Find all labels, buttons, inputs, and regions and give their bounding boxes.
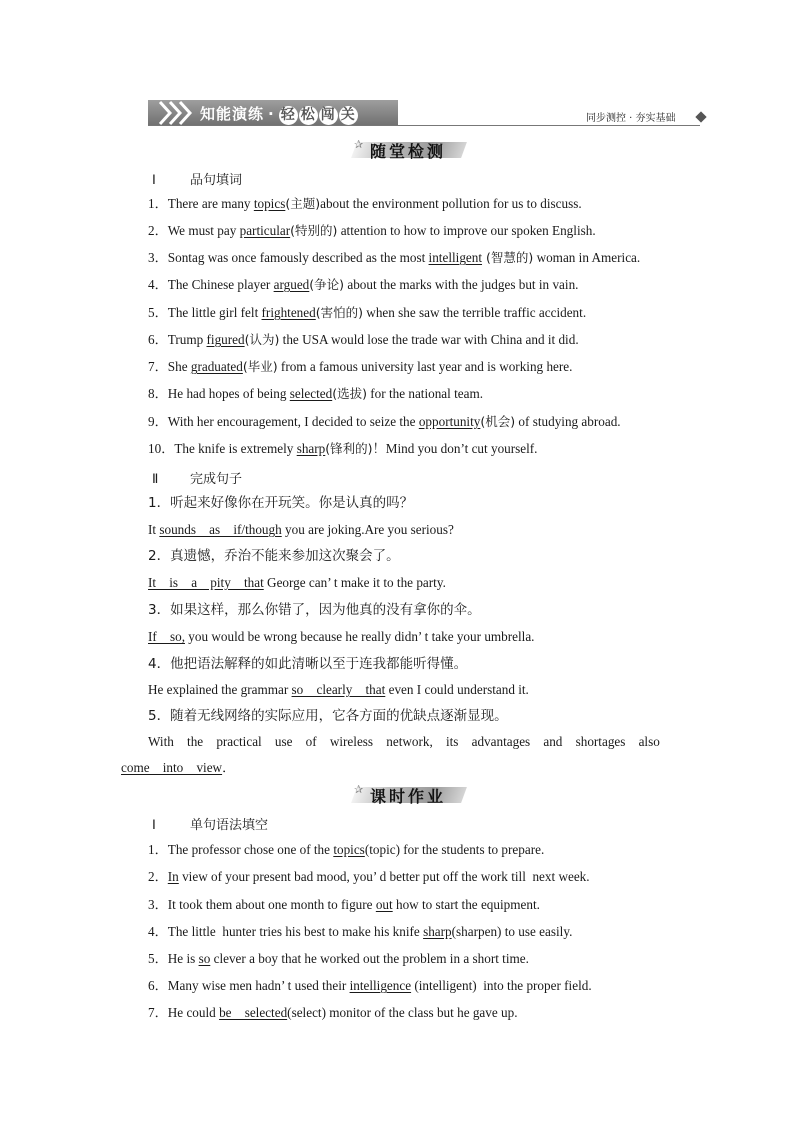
item-number: 1． — [148, 842, 168, 857]
chinese-hint: (智慧的) — [482, 250, 534, 265]
item-text: ！Mind you don’t cut yourself. — [372, 441, 538, 456]
answer-blank: sharp — [423, 924, 452, 939]
answer-blank: If so, — [148, 629, 185, 644]
chinese-hint: (毕业) — [242, 359, 278, 374]
answer-blank: topics — [333, 842, 365, 857]
item-text: He had hopes of being — [167, 386, 290, 401]
english-sentence-continued — [121, 759, 235, 777]
item-text: clever a boy that he worked out the problem in a short time. — [210, 951, 529, 966]
item-text: (sharpen) to use easily. — [451, 924, 573, 939]
grammar-item — [148, 868, 590, 886]
item-text: The knife is extremely — [174, 441, 297, 456]
chinese-sentence: 4．他把语法解释的如此清晰以至于连我都能听得懂。 — [148, 656, 468, 672]
chinese-hint: (机会) — [480, 414, 516, 429]
answer-blank: In — [167, 869, 179, 884]
banner-title: 知能演练 · 轻 松 闯 关 — [200, 105, 356, 123]
item-number: 6． — [148, 978, 168, 993]
section-tab-in-class-test — [354, 138, 464, 162]
item-text: The professor chose one of the — [167, 842, 334, 857]
item-number: 4． — [148, 277, 168, 292]
answer-blank: opportunity — [418, 414, 481, 429]
chinese-hint: (害怕的) — [315, 305, 363, 320]
item-text: The Chinese player — [167, 277, 274, 292]
chevron-arrows-icon — [154, 100, 194, 126]
answer-blank: graduated — [190, 359, 243, 374]
fill-in-item — [148, 249, 640, 267]
item-number: 9． — [148, 414, 168, 429]
english-sentence — [148, 628, 534, 646]
grammar-item — [148, 896, 540, 914]
grammar-item — [148, 977, 592, 995]
item-number: 5． — [148, 951, 168, 966]
answer-blank: argued — [273, 277, 310, 292]
item-text: He could — [167, 1005, 220, 1020]
chinese-hint: (锋利的) — [325, 441, 373, 456]
sentence-text: you would be wrong because he really didn’ t take your umbrella. — [185, 629, 535, 644]
fill-in-item — [148, 222, 596, 240]
item-text: Many wise men hadn’ t used their — [167, 978, 350, 993]
part-heading: Ⅱ 完成句子 — [152, 471, 243, 487]
header-subtitle: 同步测控 · 夯实基础 — [586, 113, 676, 124]
item-text: when she saw the terrible traffic accident. — [363, 305, 587, 320]
item-text: how to start the equipment. — [392, 897, 540, 912]
item-text: about the marks with the judges but in vain. — [344, 277, 579, 292]
section-title: 随堂检测 — [370, 142, 447, 161]
item-text: for the national team. — [366, 386, 484, 401]
sentence-text: It — [148, 522, 160, 537]
item-text: (topic) for the students to prepare. — [364, 842, 545, 857]
fill-in-item — [148, 195, 582, 213]
header-rule — [148, 125, 700, 126]
item-text: We must pay — [167, 223, 240, 238]
answer-blank: sharp — [296, 441, 326, 456]
item-number: 5． — [148, 305, 168, 320]
fill-in-item — [148, 304, 586, 322]
english-sentence — [148, 574, 446, 592]
answer-blank: so clearly that — [291, 682, 386, 697]
item-text: from a famous university last year and is working here. — [277, 359, 573, 374]
item-text: (intelligent) into the proper field. — [411, 978, 592, 993]
answer-blank: figured — [206, 332, 245, 347]
item-text: about the environment pollution for us to discuss. — [320, 196, 582, 211]
fill-in-item — [148, 413, 621, 431]
english-sentence — [148, 681, 529, 699]
item-number: 3． — [148, 250, 168, 265]
item-text: the USA would lose the trade war with China and it did. — [279, 332, 579, 347]
item-text: attention to how to improve our spoken English. — [337, 223, 596, 238]
answer-blank: so — [198, 951, 211, 966]
item-number: 7． — [148, 359, 168, 374]
english-sentence — [148, 521, 454, 539]
chinese-sentence: 2．真遗憾，乔治不能来参加这次聚会了。 — [148, 548, 400, 564]
answer-blank: selected — [289, 386, 333, 401]
answer-blank: It is a pity that — [148, 575, 264, 590]
item-text: woman in America. — [533, 250, 641, 265]
chinese-hint: (争论) — [309, 277, 345, 292]
sentence-text: He explained the grammar — [148, 682, 292, 697]
item-text: She — [167, 359, 191, 374]
item-number: 1． — [148, 196, 168, 211]
section-title: 课时作业 — [370, 787, 447, 806]
star-icon: ✰ — [354, 139, 364, 151]
answer-blank: frightened — [261, 305, 316, 320]
chinese-hint: (主题) — [285, 196, 321, 211]
star-icon: ✰ — [354, 784, 364, 796]
chinese-hint: (特别的) — [290, 223, 338, 238]
answer-blank: be selected — [219, 1005, 288, 1020]
chinese-hint: (选拔) — [332, 386, 367, 401]
item-number: 3． — [148, 897, 168, 912]
chinese-hint: (认为) — [244, 332, 280, 347]
fill-in-item — [148, 276, 578, 294]
item-text: The little hunter tries his best to make his knife — [167, 924, 424, 939]
part-heading: Ⅰ 品句填词 — [152, 172, 243, 188]
sentence-text: George can’ t make it to the party. — [263, 575, 446, 590]
answer-blank: come into view — [121, 760, 223, 775]
item-text: view of your present bad mood, you’ d better put off the work till next week. — [178, 869, 590, 884]
sentence-text: even I could understand it. — [385, 682, 529, 697]
diamond-icon — [695, 111, 706, 122]
answer-blank: out — [375, 897, 393, 912]
answer-blank: intelligence — [349, 978, 412, 993]
grammar-item — [148, 1004, 518, 1022]
chinese-sentence: 1．听起来好像你在开玩笑。你是认真的吗？ — [148, 495, 414, 511]
answer-blank: topics — [253, 196, 286, 211]
fill-in-item — [148, 331, 579, 349]
item-number: 2． — [148, 223, 168, 238]
part-heading: Ⅰ 单句语法填空 — [152, 817, 269, 833]
grammar-item — [148, 841, 544, 859]
item-text: The little girl felt — [167, 305, 262, 320]
english-sentence: With the practical use of wireless network, its advantages and shortages also — [148, 734, 660, 749]
chinese-sentence: 3．如果这样，那么你错了，因为他真的没有拿你的伞。 — [148, 602, 481, 618]
answer-blank: intelligent — [428, 250, 483, 265]
item-text: of studying abroad. — [515, 414, 621, 429]
fill-in-item — [148, 358, 572, 376]
sentence-text: ． — [222, 760, 236, 775]
item-number: 2． — [148, 869, 168, 884]
chinese-sentence: 5．随着无线网络的实际应用，它各方面的优缺点逐渐显现。 — [148, 708, 508, 724]
section-tab-homework — [354, 783, 464, 807]
item-number: 8． — [148, 386, 168, 401]
item-number: 4． — [148, 924, 168, 939]
item-text: There are many — [167, 196, 254, 211]
item-number: 7． — [148, 1005, 168, 1020]
chapter-banner — [148, 100, 398, 126]
item-text: It took them about one month to figure — [167, 897, 376, 912]
sentence-text: you are joking.Are you serious? — [281, 522, 454, 537]
fill-in-item — [148, 385, 483, 403]
item-number: 6． — [148, 332, 168, 347]
grammar-item — [148, 950, 529, 968]
item-text: Trump — [167, 332, 207, 347]
fill-in-item — [148, 440, 537, 458]
item-text: (select) monitor of the class but he gave up. — [287, 1005, 518, 1020]
answer-blank: sounds as if/though — [159, 522, 282, 537]
grammar-item — [148, 923, 572, 941]
answer-blank: particular — [239, 223, 291, 238]
item-number: 10． — [148, 441, 175, 456]
item-text: Sontag was once famously described as the most — [167, 250, 429, 265]
item-text: He is — [167, 951, 199, 966]
item-text: With her encouragement, I decided to seize the — [167, 414, 419, 429]
